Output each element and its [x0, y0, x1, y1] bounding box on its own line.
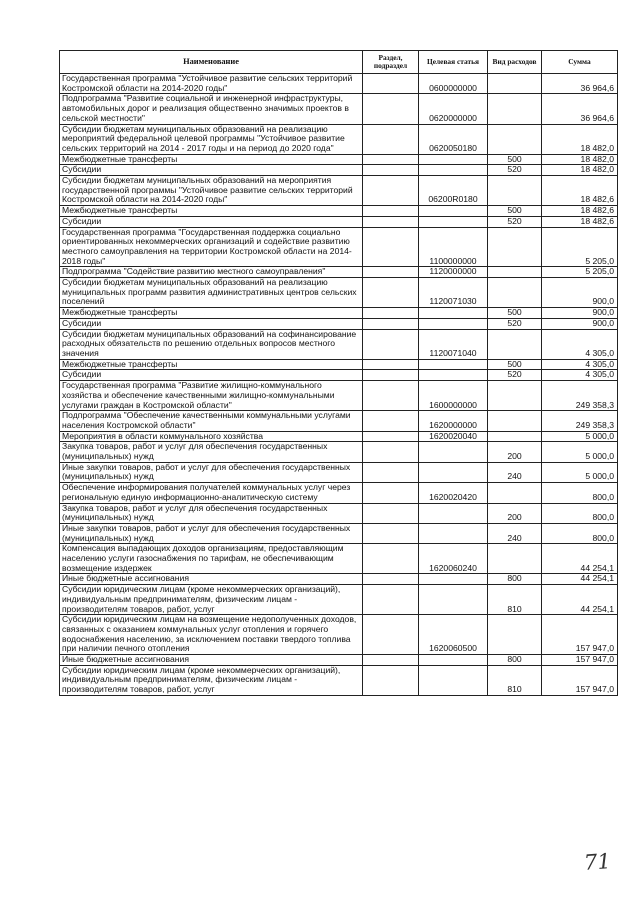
row-section-cell — [363, 227, 419, 267]
row-expense-type-cell: 200 — [488, 503, 542, 523]
row-target-cell — [419, 370, 488, 381]
row-target-cell: 1600000000 — [419, 381, 488, 411]
row-name-cell: Межбюджетные трансферты — [60, 359, 363, 370]
row-expense-type-cell — [488, 411, 542, 431]
row-target-cell: 1620020040 — [419, 431, 488, 442]
table-row — [60, 206, 618, 217]
table-row — [60, 124, 618, 154]
row-expense-type-cell — [488, 483, 542, 503]
table-row — [60, 227, 618, 267]
row-target-cell: 1620020420 — [419, 483, 488, 503]
row-expense-type-cell: 800 — [488, 655, 542, 666]
row-target-cell: 1120000000 — [419, 267, 488, 278]
row-amount-cell: 800,0 — [542, 523, 618, 543]
row-section-cell — [363, 655, 419, 666]
row-expense-type-cell: 520 — [488, 370, 542, 381]
row-section-cell — [363, 442, 419, 462]
row-target-cell: 06200R0180 — [419, 176, 488, 206]
table-row — [60, 442, 618, 462]
row-name-cell: Закупка товаров, работ и услуг для обеспечения государственных (муниципальных) нужд — [60, 503, 363, 523]
row-amount-cell: 18 482,0 — [542, 165, 618, 176]
row-target-cell: 1620060500 — [419, 615, 488, 655]
row-expense-type-cell: 500 — [488, 359, 542, 370]
row-section-cell — [363, 124, 419, 154]
table-row — [60, 411, 618, 431]
row-target-cell — [419, 585, 488, 615]
row-name-cell: Межбюджетные трансферты — [60, 154, 363, 165]
table-row — [60, 655, 618, 666]
row-amount-cell: 5 000,0 — [542, 442, 618, 462]
table-row — [60, 359, 618, 370]
row-amount-cell: 900,0 — [542, 318, 618, 329]
row-expense-type-cell — [488, 74, 542, 94]
row-amount-cell: 157 947,0 — [542, 655, 618, 666]
table-row — [60, 483, 618, 503]
row-section-cell — [363, 483, 419, 503]
row-amount-cell: 5 000,0 — [542, 431, 618, 442]
row-expense-type-cell — [488, 227, 542, 267]
row-expense-type-cell: 520 — [488, 165, 542, 176]
row-name-cell: Мероприятия в области коммунального хозяйства — [60, 431, 363, 442]
row-expense-type-cell — [488, 381, 542, 411]
row-target-cell — [419, 216, 488, 227]
row-amount-cell: 4 305,0 — [542, 359, 618, 370]
row-amount-cell: 18 482,0 — [542, 124, 618, 154]
row-target-cell — [419, 655, 488, 666]
row-amount-cell: 5 000,0 — [542, 462, 618, 482]
row-section-cell — [363, 381, 419, 411]
table-row — [60, 381, 618, 411]
row-name-cell: Иные закупки товаров, работ и услуг для обеспечения государственных (муниципальных) нужд — [60, 462, 363, 482]
row-section-cell — [363, 318, 419, 329]
row-section-cell — [363, 665, 419, 695]
row-section-cell — [363, 267, 419, 278]
row-target-cell — [419, 206, 488, 217]
row-amount-cell: 249 358,3 — [542, 381, 618, 411]
row-name-cell: Подпрограмма "Содействие развитию местного самоуправления" — [60, 267, 363, 278]
row-amount-cell: 18 482,6 — [542, 176, 618, 206]
table-row — [60, 308, 618, 319]
row-section-cell — [363, 544, 419, 574]
table-row — [60, 74, 618, 94]
row-expense-type-cell: 810 — [488, 665, 542, 695]
row-section-cell — [363, 615, 419, 655]
row-section-cell — [363, 585, 419, 615]
row-amount-cell: 36 964,6 — [542, 74, 618, 94]
row-section-cell — [363, 216, 419, 227]
row-section-cell — [363, 329, 419, 359]
row-target-cell — [419, 574, 488, 585]
row-section-cell — [363, 278, 419, 308]
row-target-cell — [419, 665, 488, 695]
row-expense-type-cell: 240 — [488, 523, 542, 543]
row-amount-cell: 157 947,0 — [542, 665, 618, 695]
row-target-cell — [419, 308, 488, 319]
row-section-cell — [363, 206, 419, 217]
row-name-cell: Обеспечение информирования получателей коммунальных услуг через региональную единую информационно-аналитическую систему — [60, 483, 363, 503]
table-row — [60, 462, 618, 482]
row-target-cell: 0620050180 — [419, 124, 488, 154]
table-row — [60, 503, 618, 523]
row-name-cell: Субсидии бюджетам муниципальных образований на реализацию мероприятий федеральной целевой программы "Устойчивое развитие сельских территорий на 2014 - 2017 годы и на период до 2020 года" — [60, 124, 363, 154]
row-target-cell: 1620000000 — [419, 411, 488, 431]
row-expense-type-cell: 800 — [488, 574, 542, 585]
row-section-cell — [363, 74, 419, 94]
row-section-cell — [363, 165, 419, 176]
row-amount-cell: 800,0 — [542, 503, 618, 523]
row-target-cell: 1620060240 — [419, 544, 488, 574]
header-amount: Сумма — [542, 51, 618, 74]
row-section-cell — [363, 308, 419, 319]
row-name-cell: Субсидии бюджетам муниципальных образований на софинансирование расходных обязательств по решению отдельных вопросов местного значения — [60, 329, 363, 359]
row-name-cell: Субсидии — [60, 216, 363, 227]
row-amount-cell: 900,0 — [542, 308, 618, 319]
row-expense-type-cell — [488, 94, 542, 124]
row-amount-cell: 44 254,1 — [542, 544, 618, 574]
row-expense-type-cell: 810 — [488, 585, 542, 615]
row-name-cell: Межбюджетные трансферты — [60, 308, 363, 319]
row-section-cell — [363, 431, 419, 442]
row-amount-cell: 157 947,0 — [542, 615, 618, 655]
table-row — [60, 278, 618, 308]
table-row — [60, 216, 618, 227]
row-amount-cell: 18 482,6 — [542, 206, 618, 217]
row-amount-cell: 44 254,1 — [542, 574, 618, 585]
table-row — [60, 318, 618, 329]
row-amount-cell: 5 205,0 — [542, 267, 618, 278]
row-expense-type-cell: 500 — [488, 308, 542, 319]
row-target-cell — [419, 165, 488, 176]
row-amount-cell: 249 358,3 — [542, 411, 618, 431]
row-target-cell — [419, 359, 488, 370]
row-target-cell: 1100000000 — [419, 227, 488, 267]
row-expense-type-cell — [488, 431, 542, 442]
table-body — [60, 74, 618, 696]
table-row — [60, 665, 618, 695]
row-expense-type-cell — [488, 615, 542, 655]
row-name-cell: Субсидии юридическим лицам (кроме некоммерческих организаций), индивидуальным предпринимателям, физическим лицам - производителям товаров, работ, услуг — [60, 665, 363, 695]
row-expense-type-cell: 520 — [488, 318, 542, 329]
row-target-cell — [419, 523, 488, 543]
row-target-cell: 0620000000 — [419, 94, 488, 124]
table-row — [60, 574, 618, 585]
row-section-cell — [363, 503, 419, 523]
row-target-cell — [419, 462, 488, 482]
table-row — [60, 615, 618, 655]
row-target-cell: 0600000000 — [419, 74, 488, 94]
row-name-cell: Субсидии юридическим лицам (кроме некоммерческих организаций), индивидуальным предпринимателям, физическим лицам - производителям товаров, работ, услуг — [60, 585, 363, 615]
table-row — [60, 523, 618, 543]
row-target-cell: 1120071030 — [419, 278, 488, 308]
header-target: Целевая статья — [419, 51, 488, 74]
header-name: Наименование — [60, 51, 363, 74]
row-expense-type-cell: 240 — [488, 462, 542, 482]
row-expense-type-cell: 500 — [488, 206, 542, 217]
header-expense-type: Вид расходов — [488, 51, 542, 74]
row-amount-cell: 44 254,1 — [542, 585, 618, 615]
row-name-cell: Иные бюджетные ассигнования — [60, 655, 363, 666]
row-target-cell — [419, 318, 488, 329]
table-row — [60, 267, 618, 278]
row-expense-type-cell: 500 — [488, 154, 542, 165]
row-name-cell: Закупка товаров, работ и услуг для обеспечения государственных (муниципальных) нужд — [60, 442, 363, 462]
row-section-cell — [363, 411, 419, 431]
row-target-cell — [419, 503, 488, 523]
row-name-cell: Межбюджетные трансферты — [60, 206, 363, 217]
table-row — [60, 431, 618, 442]
row-name-cell: Субсидии — [60, 370, 363, 381]
row-section-cell — [363, 94, 419, 124]
row-section-cell — [363, 574, 419, 585]
row-name-cell: Подпрограмма "Обеспечение качественными коммунальными услугами населения Костромской области" — [60, 411, 363, 431]
row-name-cell: Субсидии бюджетам муниципальных образований на реализацию муниципальных программ развития административных центров сельских поселений — [60, 278, 363, 308]
row-name-cell: Государственная программа "Развитие жилищно-коммунального хозяйства и обеспечение качественными жилищно-коммунальными услугами граждан в Костромской области" — [60, 381, 363, 411]
row-section-cell — [363, 462, 419, 482]
row-expense-type-cell — [488, 278, 542, 308]
header-row — [60, 51, 618, 74]
table-row — [60, 94, 618, 124]
handwritten-page-number: 71 — [583, 849, 612, 875]
row-target-cell — [419, 442, 488, 462]
row-amount-cell: 5 205,0 — [542, 227, 618, 267]
row-amount-cell: 18 482,0 — [542, 154, 618, 165]
row-name-cell: Иные закупки товаров, работ и услуг для обеспечения государственных (муниципальных) нужд — [60, 523, 363, 543]
table-row — [60, 370, 618, 381]
row-target-cell — [419, 154, 488, 165]
row-name-cell: Государственная программа "Устойчивое развитие сельских территорий Костромской области на 2014-2020 годы" — [60, 74, 363, 94]
row-name-cell: Компенсация выпадающих доходов организациям, предоставляющим населению услуги газоснабжения по тарифам, не обеспечивающим возмещение издержек — [60, 544, 363, 574]
row-amount-cell: 900,0 — [542, 278, 618, 308]
row-section-cell — [363, 523, 419, 543]
row-amount-cell: 800,0 — [542, 483, 618, 503]
row-expense-type-cell — [488, 267, 542, 278]
row-name-cell: Государственная программа "Государственная поддержка социально ориентированных некоммерческих организаций и содействие развитию местного самоуправления на территории Костромской области на 2014-2018 годы" — [60, 227, 363, 267]
row-name-cell: Субсидии бюджетам муниципальных образований на мероприятия государственной программы "Устойчивое развитие сельских территорий Костромской области на 2014-2020 годы" — [60, 176, 363, 206]
table-row — [60, 329, 618, 359]
row-amount-cell: 18 482,6 — [542, 216, 618, 227]
row-amount-cell: 4 305,0 — [542, 329, 618, 359]
budget-table — [59, 50, 618, 696]
table-row — [60, 544, 618, 574]
row-expense-type-cell: 200 — [488, 442, 542, 462]
row-name-cell: Субсидии юридическим лицам на возмещение недополученных доходов, связанных с оказанием коммунальных услуг отопления и горячего водоснабжения населению, за исключением поставки твердого топлива при наличии печного отопления — [60, 615, 363, 655]
row-name-cell: Подпрограмма "Развитие социальной и инженерной инфраструктуры, автомобильных дорог и реализация общественно значимых проектов в сельской местности" — [60, 94, 363, 124]
row-name-cell: Субсидии — [60, 165, 363, 176]
row-target-cell: 1120071040 — [419, 329, 488, 359]
row-expense-type-cell: 520 — [488, 216, 542, 227]
row-section-cell — [363, 154, 419, 165]
row-section-cell — [363, 176, 419, 206]
row-expense-type-cell — [488, 329, 542, 359]
header-section: Раздел, подраздел — [363, 51, 419, 74]
row-expense-type-cell — [488, 124, 542, 154]
table-row — [60, 165, 618, 176]
row-expense-type-cell — [488, 544, 542, 574]
row-name-cell: Иные бюджетные ассигнования — [60, 574, 363, 585]
table-row — [60, 176, 618, 206]
row-amount-cell: 4 305,0 — [542, 370, 618, 381]
table-row — [60, 585, 618, 615]
row-amount-cell: 36 964,6 — [542, 94, 618, 124]
row-section-cell — [363, 370, 419, 381]
row-name-cell: Субсидии — [60, 318, 363, 329]
row-section-cell — [363, 359, 419, 370]
table-row — [60, 154, 618, 165]
row-expense-type-cell — [488, 176, 542, 206]
